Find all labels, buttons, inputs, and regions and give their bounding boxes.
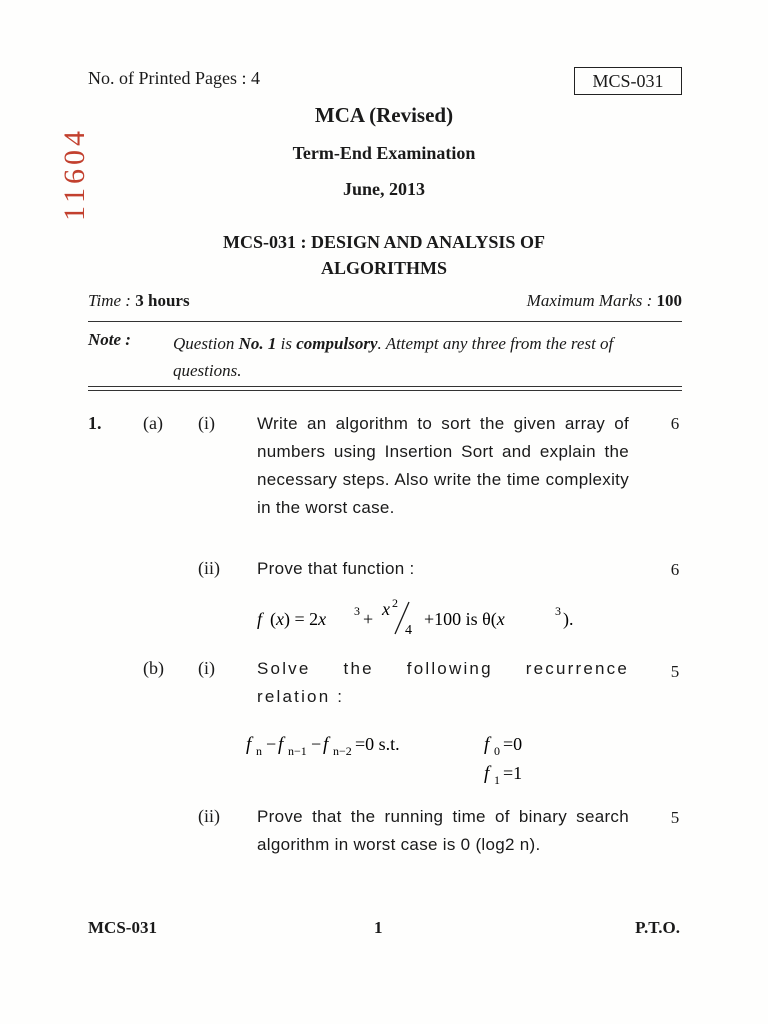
formula-a-ii-svg (257, 596, 617, 636)
svg-text:0: 0 (494, 744, 500, 758)
formula-a-ii (257, 596, 617, 636)
b-i-marks: 5 (670, 662, 680, 681)
svg-text:(x) = 2x: (x) = 2x (270, 609, 327, 629)
marks-label: Maximum Marks : (526, 291, 657, 310)
course-code-box: MCS-031 (574, 67, 682, 95)
question-number: 1. (88, 413, 102, 433)
svg-text:1: 1 (494, 773, 500, 787)
time-info (88, 291, 190, 311)
svg-text:n−1: n−1 (288, 744, 307, 758)
time-value: 3 hours (135, 291, 190, 310)
a-i-marks: 6 (670, 414, 680, 433)
svg-text:=1: =1 (503, 763, 523, 783)
svg-text:=0: =0 (503, 734, 523, 754)
svg-text:3: 3 (354, 604, 360, 618)
note-label: Note : (88, 330, 131, 349)
course-title-line1: MCS-031 : DESIGN AND ANALYSIS OF (223, 232, 545, 252)
serial-number-stamp (50, 128, 100, 220)
note-text (173, 330, 683, 384)
b-i-text: Solve the following recurrence relation : (257, 659, 629, 706)
divider-double-1 (88, 386, 682, 387)
svg-text:f: f (484, 734, 490, 755)
part-a-label: (a) (143, 413, 163, 433)
svg-text:f: f (484, 763, 490, 784)
note-text-a: Question (173, 334, 239, 353)
svg-text:2: 2 (392, 596, 398, 610)
svg-text:f: f (323, 734, 329, 755)
svg-text:−: − (311, 734, 322, 754)
part-b-label: (b) (143, 658, 164, 678)
svg-text:+100 is θ(x: +100 is θ(x (424, 609, 505, 629)
b-i-label: (i) (198, 658, 215, 678)
svg-text:x: x (382, 599, 390, 619)
svg-text:f: f (257, 609, 263, 629)
b-ii-text: Prove that the running time of binary search algorithm in worst case is 0 (log2 n). (257, 807, 629, 854)
note-text-c: is (276, 334, 297, 353)
printed-pages: No. of Printed Pages : 4 (88, 68, 260, 88)
svg-text:n: n (256, 744, 262, 758)
svg-text:=0 s.t.: =0 s.t. (355, 734, 400, 754)
svg-text:f: f (246, 734, 252, 755)
formula-b-i-svg (246, 728, 586, 788)
divider-double-2 (88, 390, 682, 391)
b-ii-marks: 5 (670, 808, 680, 827)
time-label: Time : (88, 291, 136, 310)
course-title-line2: ALGORITHMS (320, 258, 448, 278)
svg-text:f: f (278, 734, 284, 755)
a-ii-label: (ii) (198, 558, 220, 578)
marks-value: 100 (656, 291, 682, 310)
exam-title: Term-End Examination (292, 143, 476, 163)
note-text-e: . Attempt any three from the rest of questions. (173, 334, 614, 380)
a-ii-marks: 6 (670, 560, 680, 579)
footer-pto: P.T.O. (635, 918, 680, 937)
serial-number: 11604 (58, 127, 91, 221)
svg-text:+: + (363, 609, 374, 629)
svg-text:).: ). (563, 609, 574, 629)
note-text-b: No. 1 (238, 334, 277, 353)
a-i-text: Write an algorithm to sort the given array of numbers using Insertion Sort and explain the necessary steps. Also write the time complexity in the worst case. (257, 414, 629, 517)
a-ii-text: Prove that function : (257, 559, 415, 578)
svg-text:3: 3 (555, 604, 561, 618)
footer-page-number: 1 (374, 918, 383, 937)
svg-text:n−2: n−2 (333, 744, 352, 758)
formula-b-i (246, 728, 586, 788)
exam-date: June, 2013 (342, 179, 425, 199)
divider-top (88, 321, 682, 322)
footer-course-code: MCS-031 (88, 918, 157, 937)
course-title (0, 229, 768, 281)
svg-text:−: − (266, 734, 277, 754)
max-marks-info (527, 291, 682, 311)
program-title: MCA (Revised) (314, 103, 454, 127)
note-text-d: compulsory (296, 334, 378, 353)
b-ii-label: (ii) (198, 806, 220, 826)
a-i-label: (i) (198, 413, 215, 433)
svg-text:4: 4 (405, 623, 412, 636)
